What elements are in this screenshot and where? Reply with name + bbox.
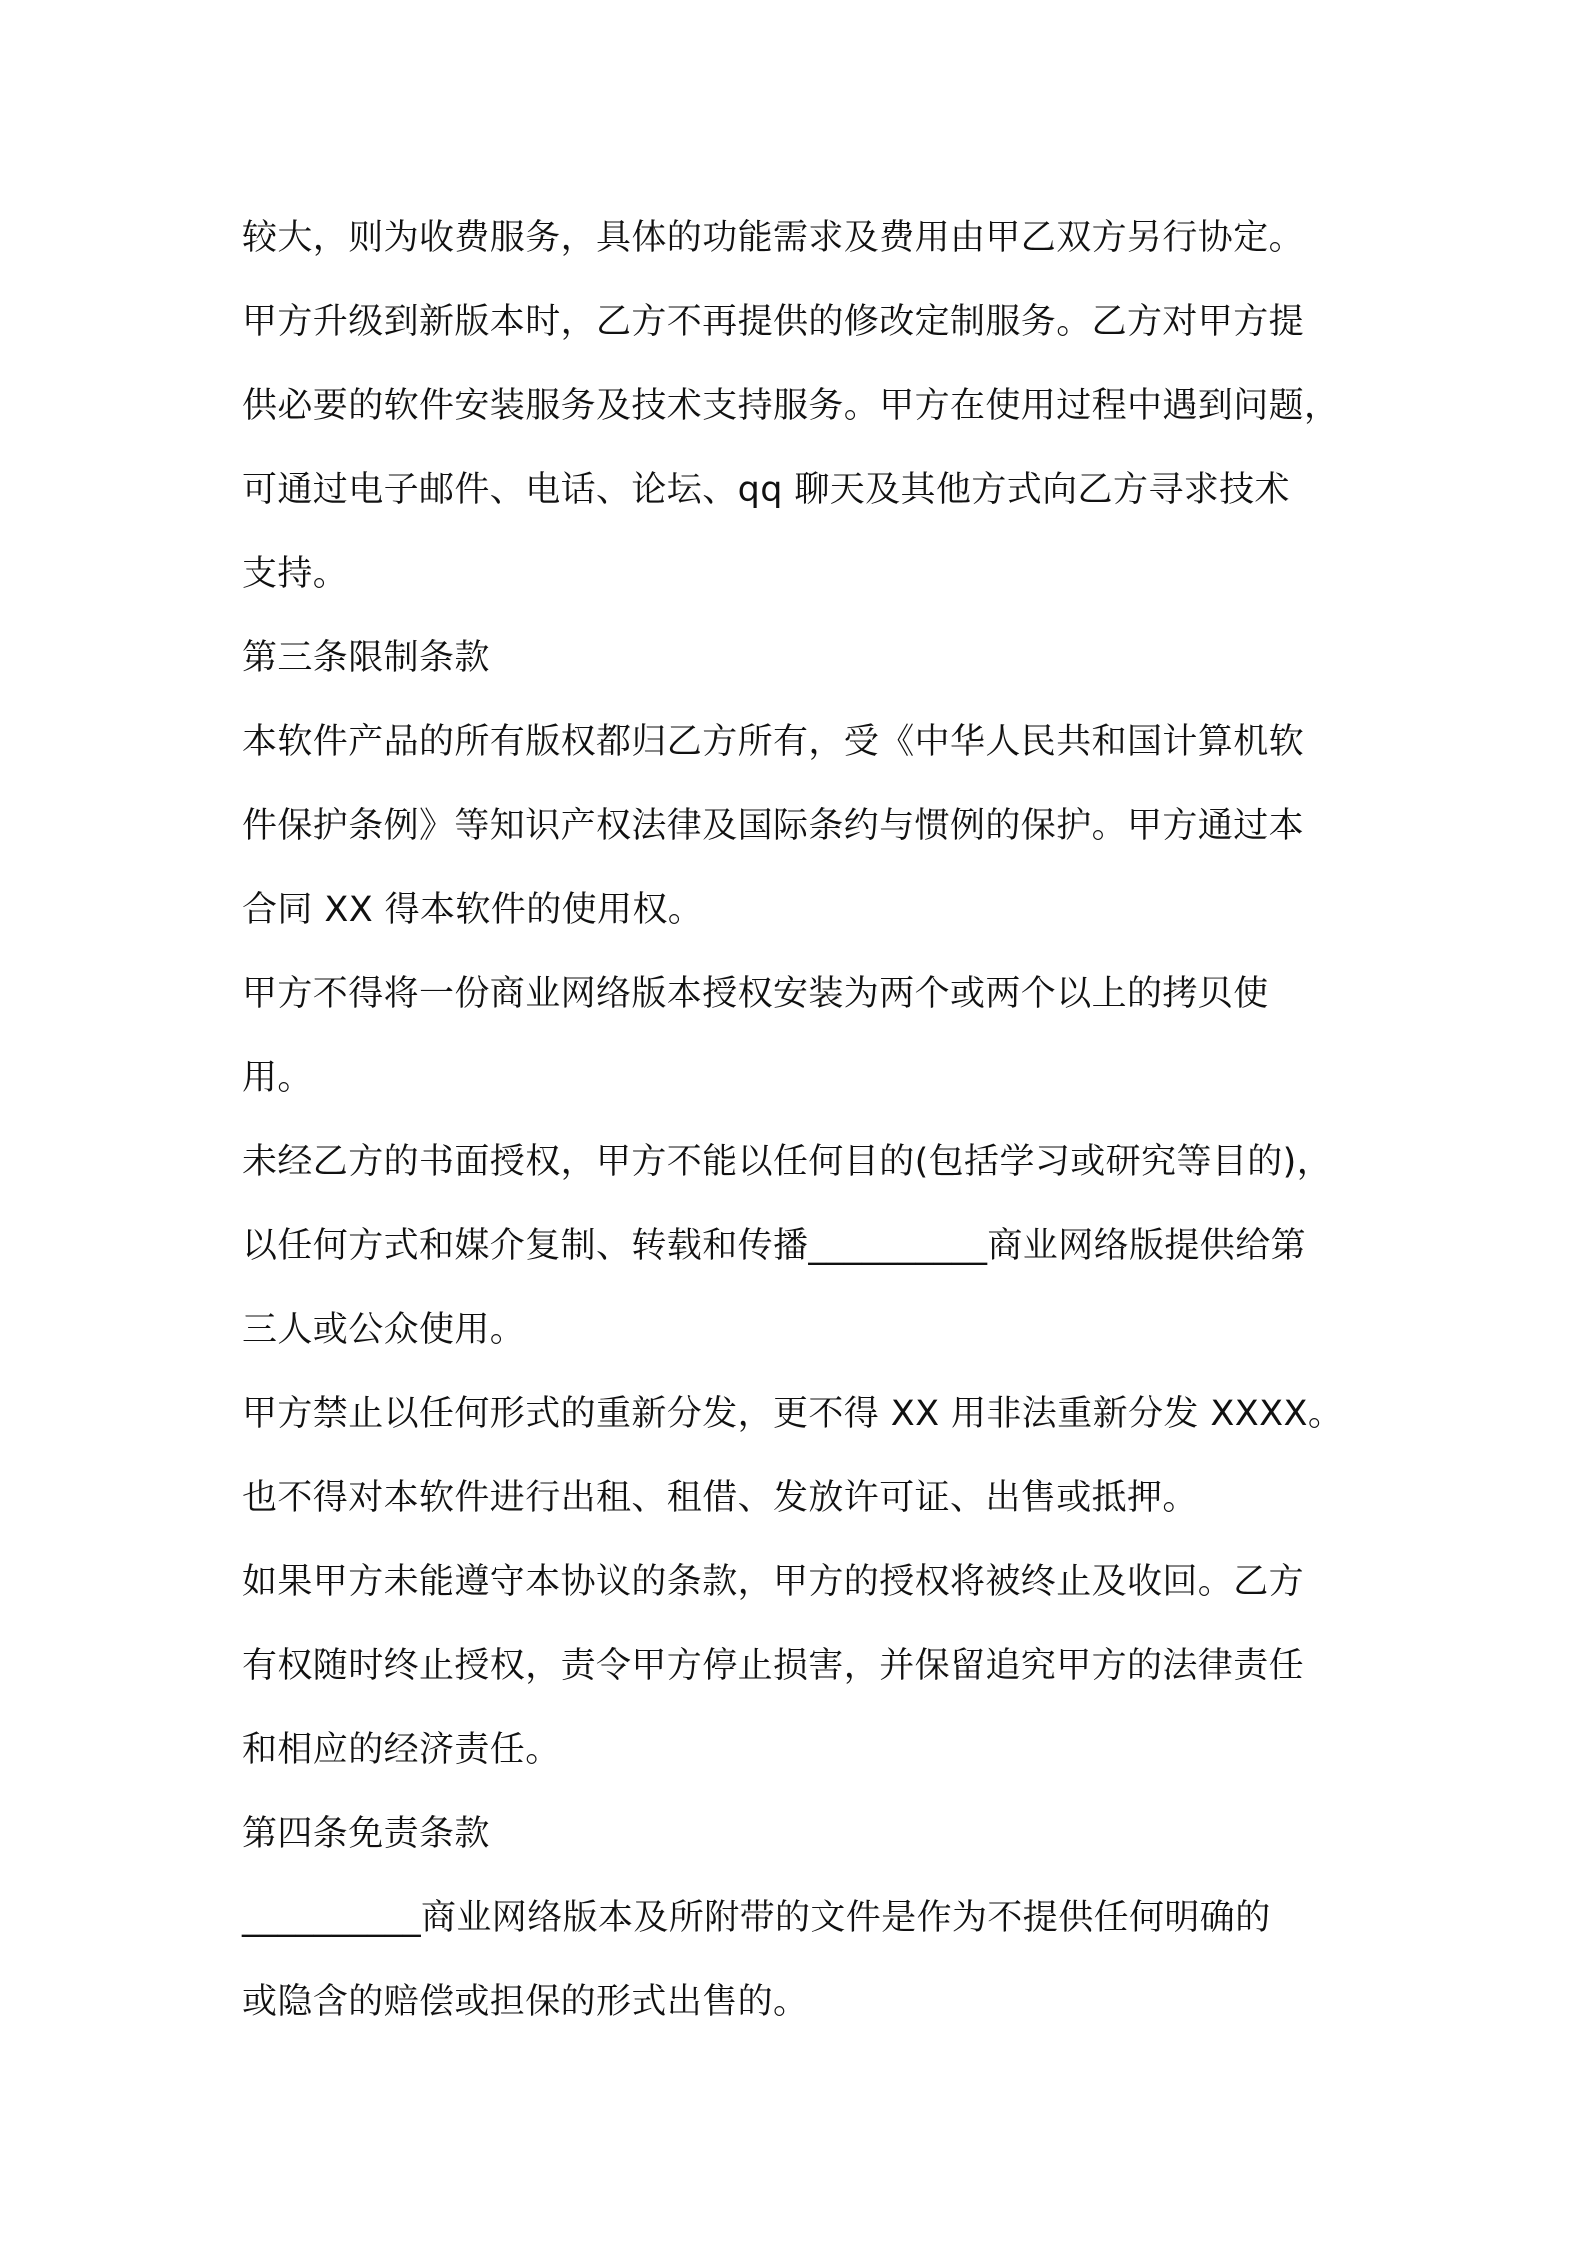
paragraph-line: 合同 XX 得本软件的使用权。: [242, 890, 704, 930]
paragraph-line: 本软件产品的所有版权都归乙方所有，受《中华人民共和国计算机软: [242, 722, 1305, 762]
paragraph-line: 也不得对本软件进行出租、租借、发放许可证、出售或抵押。: [242, 1478, 1198, 1518]
paragraph-line: 三人或公众使用。: [242, 1310, 526, 1350]
paragraph-line: 甲方不得将一份商业网络版本授权安装为两个或两个以上的拷贝使: [242, 974, 1269, 1014]
paragraph-line: 供必要的软件安装服务及技术支持服务。甲方在使用过程中遇到问题，: [242, 386, 1340, 426]
paragraph-line: 用。: [242, 1058, 313, 1098]
document-body: [242, 196, 1362, 2044]
paragraph-line: 甲方升级到新版本时，乙方不再提供的修改定制服务。乙方对甲方提: [242, 302, 1305, 342]
section-heading-article-4: 第四条免责条款: [242, 1814, 490, 1854]
paragraph-line: 较大，则为收费服务，具体的功能需求及费用由甲乙双方另行协定。: [242, 218, 1305, 258]
paragraph-line: 件保护条例》等知识产权法律及国际条约与惯例的保护。甲方通过本: [242, 806, 1305, 846]
paragraph-line: 可通过电子邮件、电话、论坛、qq 聊天及其他方式向乙方寻求技术: [242, 470, 1290, 510]
paragraph-line: 支持。: [242, 554, 349, 594]
paragraph-line: 甲方禁止以任何形式的重新分发，更不得 XX 用非法重新分发 XXXX。: [242, 1394, 1344, 1434]
paragraph-line: 和相应的经济责任。: [242, 1730, 561, 1770]
paragraph-line: 有权随时终止授权，责令甲方停止损害，并保留追究甲方的法律责任: [242, 1646, 1305, 1686]
paragraph-line: __________商业网络版本及所附带的文件是作为不提供任何明确的: [242, 1898, 1271, 1938]
section-heading-article-3: 第三条限制条款: [242, 638, 490, 678]
paragraph-line: 或隐含的赔偿或担保的形式出售的。: [242, 1982, 809, 2022]
paragraph-line: 未经乙方的书面授权，甲方不能以任何目的(包括学习或研究等目的)，: [242, 1142, 1333, 1182]
paragraph-line: 以任何方式和媒介复制、转载和传播__________商业网络版提供给第: [242, 1226, 1307, 1266]
paragraph-line: 如果甲方未能遵守本协议的条款，甲方的授权将被终止及收回。乙方: [242, 1562, 1305, 1602]
